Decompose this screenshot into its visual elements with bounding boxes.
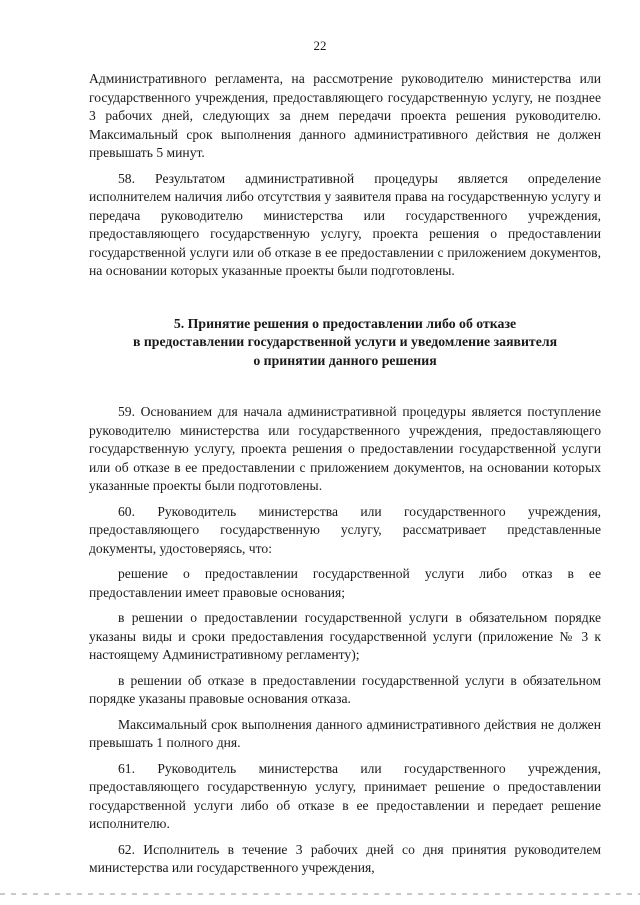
paragraph-max-term: Максимальный срок выполнения данного административного действия не должен превышать 1 полного дня. <box>89 716 601 750</box>
page-number: 22 <box>313 38 327 53</box>
section-heading <box>89 315 601 371</box>
paragraph-60-item-3: в решении об отказе в предоставлении государственной услуги в обязательном порядке указаны правовые основания отказа. <box>89 672 601 706</box>
paragraph-59: 59. Основанием для начала административной процедуры является поступление руководителю министерства или государственного учреждения, предоставляющего государственную услугу, проекта решения о предоставлении государственной услуги или об отказе в ее предоставлении с приложением документов, на основании которых указанные проекты были подготовлены. <box>89 404 601 493</box>
paragraph-61: 61. Руководитель министерства или государственного учреждения, предоставляющего государственную услугу, принимает решение о предоставлении государственной услуги либо об отказе в ее предоставлении и передает решение исполнителю. <box>89 760 601 831</box>
section-heading-line-3: о принятии данного решения <box>253 352 437 368</box>
paragraph-continuation: Административного регламента, на рассмотрение руководителю министерства или государственного учреждения, предоставляющего государственную услугу, не позднее 3 рабочих дней, следующих за днем передачи проекта решения руководителю. Максимальный срок выполнения данного административного действия не должен превышать 5 минут. <box>89 71 601 160</box>
section-heading-line-1: 5. Принятие решения о предоставлении либо об отказе <box>173 315 517 331</box>
paragraph-58: 58. Результатом административной процедуры является определение исполнителем наличия либо отсутствия у заявителя права на государственную услугу и передача руководителю министерства или государственного учреждения, предоставляющего государственную услугу, проекта решения о предоставлении государственной услуги или об отказе в ее предоставлении с приложением документов, на основании которых указанные проекты были подготовлены. <box>89 170 601 278</box>
scan-artifact-line <box>0 893 640 895</box>
paragraph-60-item-2: в решении о предоставлении государственной услуги в обязательном порядке указаны виды и сроки предоставления государственной услуги (приложение № 3 к настоящему Административному регламенту); <box>89 610 601 662</box>
section-heading-line-2: в предоставлении государственной услуги и уведомление заявителя <box>132 334 558 349</box>
document-body <box>89 70 601 878</box>
paragraph-60: 60. Руководитель министерства или государственного учреждения, предоставляющего государственную услугу, рассматривает представленные документы, удостоверяясь, что: <box>89 503 601 556</box>
paragraph-62: 62. Исполнитель в течение 3 рабочих дней со дня принятия руководителем министерства или государственного учреждения, <box>89 841 601 875</box>
paragraph-60-item-1: решение о предоставлении государственной услуги либо отказ в ее предоставлении имеет правовые основания; <box>89 566 601 600</box>
